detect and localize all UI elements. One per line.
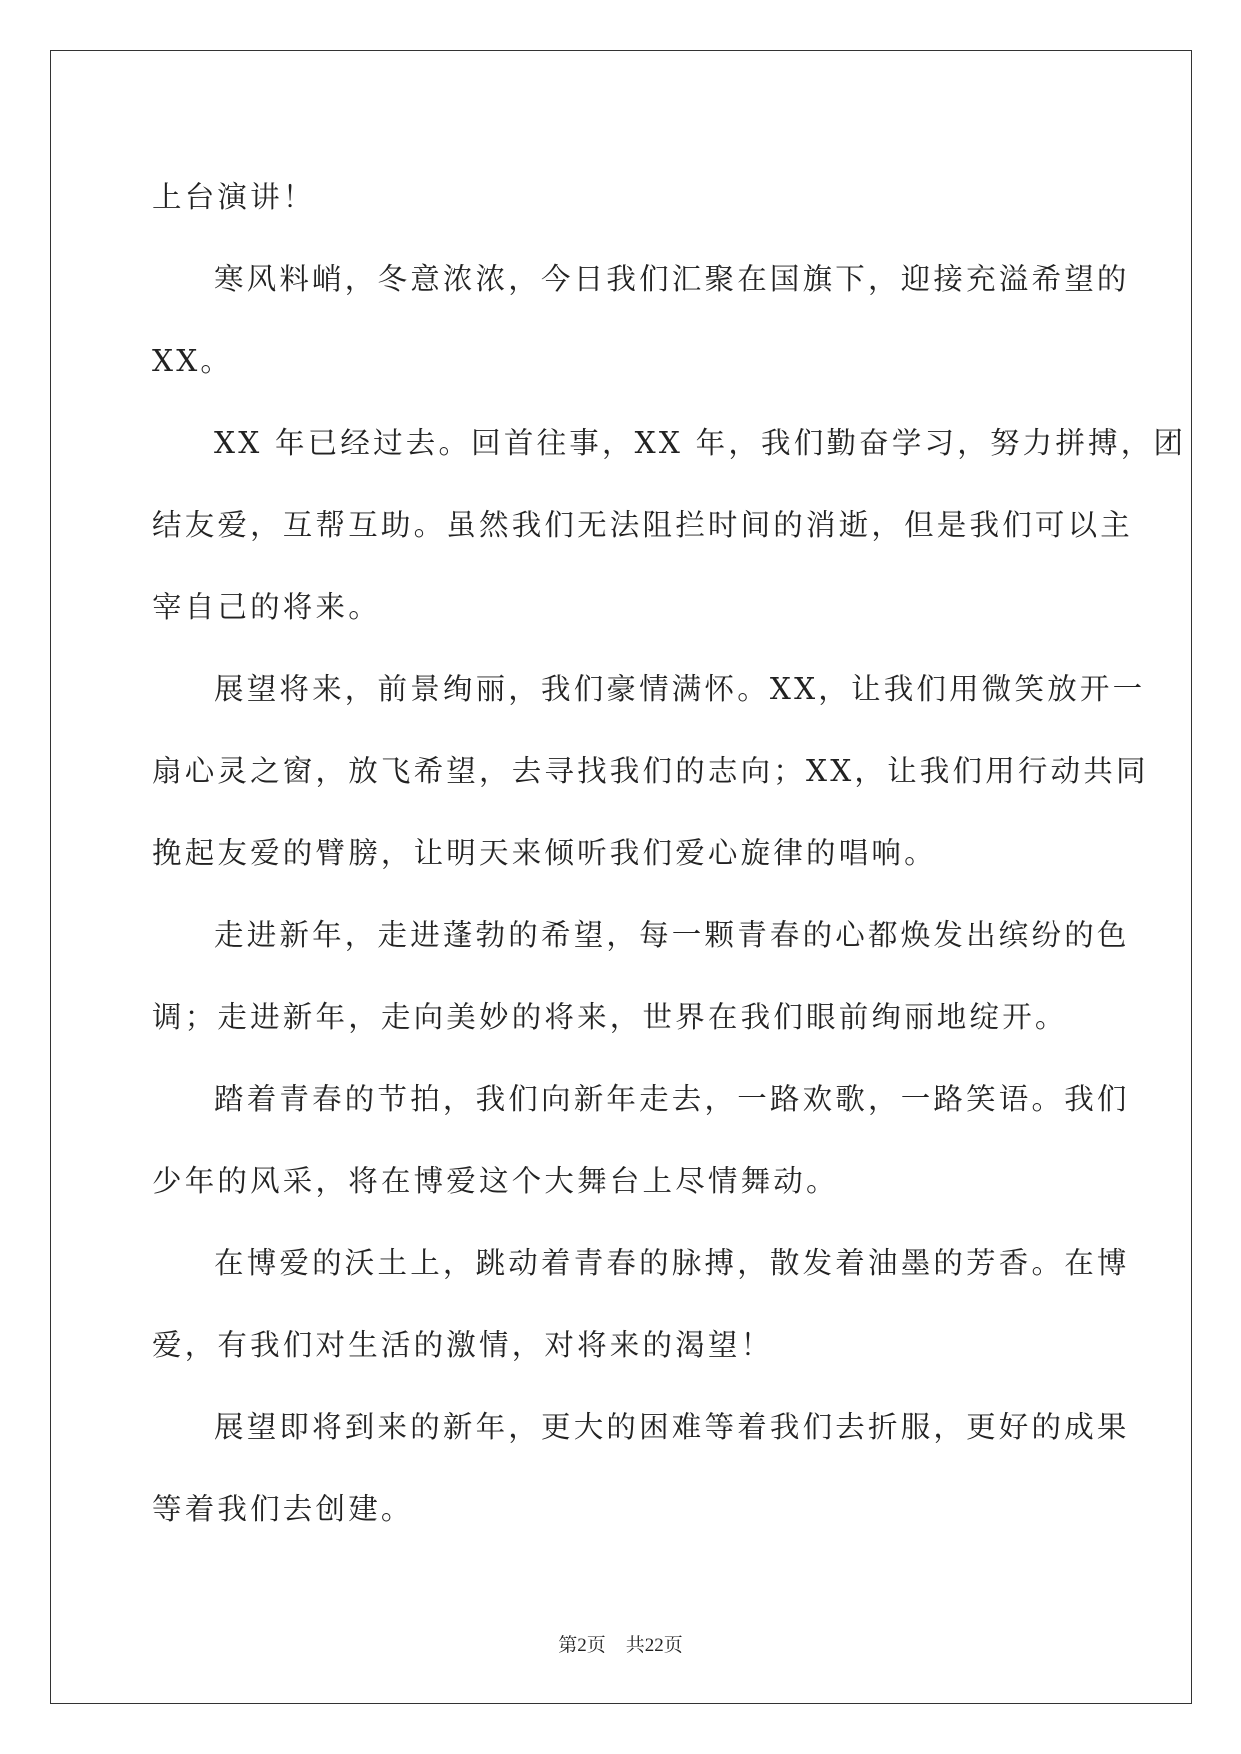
text-line-16: 展望即将到来的新年，更大的困难等着我们去折服，更好的成果 — [214, 1410, 1130, 1444]
total-prefix: 共 — [625, 1635, 645, 1656]
text-line-6: 宰自己的将来。 — [152, 590, 381, 624]
text-line-12: 踏着青春的节拍，我们向新年走去，一路欢歌，一路笑语。我们 — [214, 1082, 1130, 1116]
text-line-7: 展望将来，前景绚丽，我们豪情满怀。XX，让我们用微笑放开一 — [214, 672, 1146, 706]
text-line-13: 少年的风采，将在博爱这个大舞台上尽情舞动。 — [152, 1164, 839, 1198]
total-pages: 22 — [644, 1635, 664, 1656]
text-line-8: 扇心灵之窗，放飞希望，去寻找我们的志向；XX，让我们用行动共同 — [152, 754, 1149, 788]
page-prefix: 第 — [558, 1635, 578, 1656]
text-line-17: 等着我们去创建。 — [152, 1492, 414, 1526]
text-line-5: 结友爱，互帮互助。虽然我们无法阻拦时间的消逝，但是我们可以主 — [152, 508, 1134, 542]
text-line-1: 上台演讲！ — [152, 180, 316, 214]
text-line-9: 挽起友爱的臂膀，让明天来倾听我们爱心旋律的唱响。 — [152, 836, 937, 870]
text-line-2: 寒风料峭，冬意浓浓，今日我们汇聚在国旗下，迎接充溢希望的 — [214, 262, 1130, 296]
page-suffix: 页 — [586, 1635, 606, 1656]
text-line-3: XX。 — [152, 344, 234, 378]
page-footer — [0, 1630, 1241, 1657]
document-body — [152, 156, 1187, 1550]
text-line-4: XX 年已经过去。回首往事，XX 年，我们勤奋学习，努力拼搏，团 — [214, 426, 1187, 460]
text-line-14: 在博爱的沃土上，跳动着青春的脉搏，散发着油墨的芳香。在博 — [214, 1246, 1130, 1280]
text-line-11: 调；走进新年，走向美妙的将来，世界在我们眼前绚丽地绽开。 — [152, 1000, 1068, 1034]
total-suffix: 页 — [663, 1635, 683, 1656]
text-line-10: 走进新年，走进蓬勃的希望，每一颗青春的心都焕发出缤纷的色 — [214, 918, 1130, 952]
text-line-15: 爱，有我们对生活的激情，对将来的渴望！ — [152, 1328, 774, 1362]
page-number: 2 — [577, 1635, 587, 1656]
